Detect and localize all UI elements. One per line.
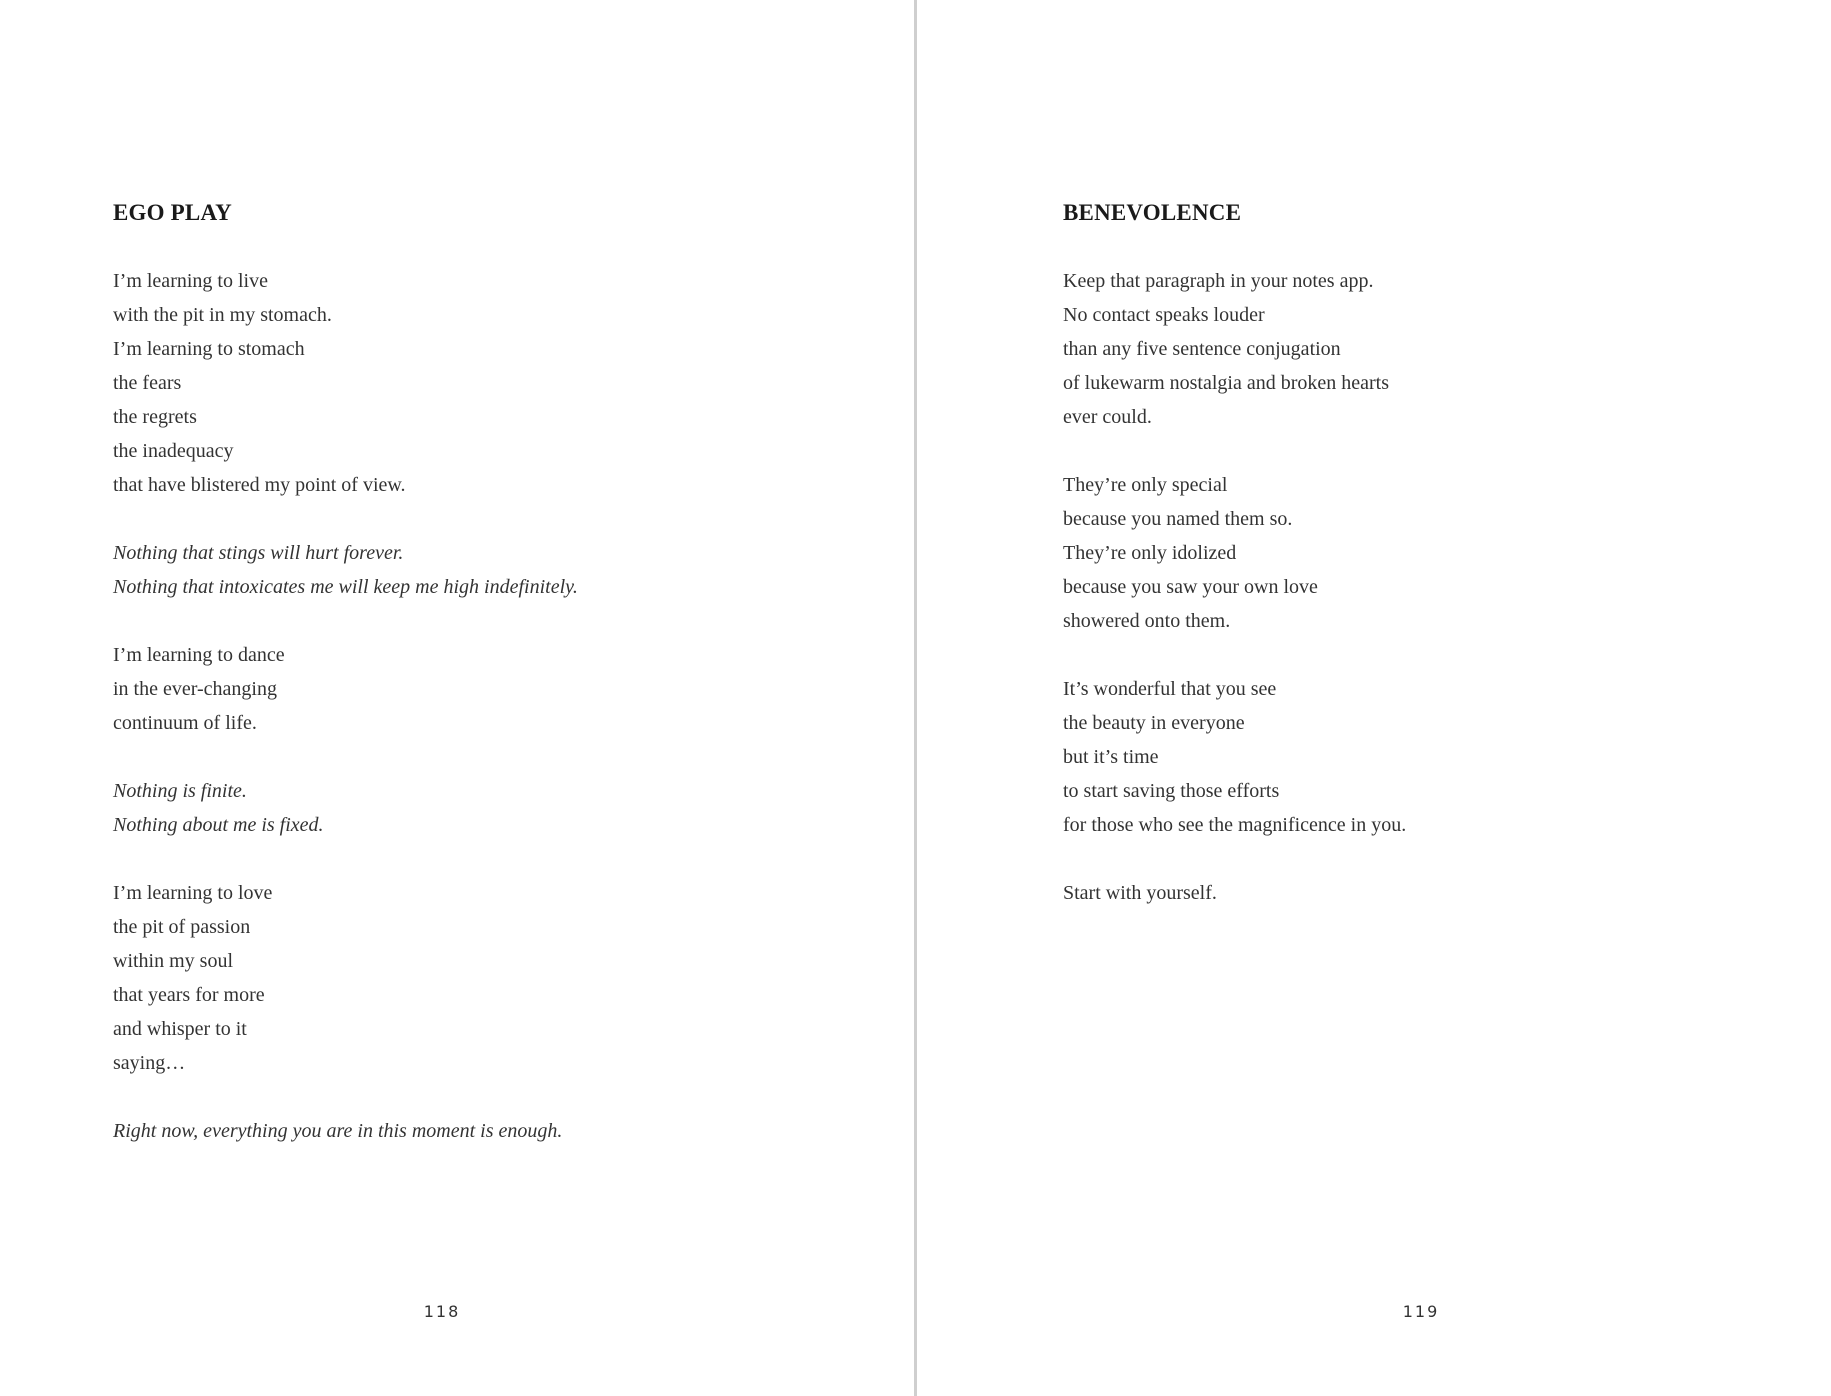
poem-line: because you saw your own love bbox=[1063, 576, 1318, 598]
poem-line: the regrets bbox=[113, 406, 197, 428]
poem-line: and whisper to it bbox=[113, 1018, 247, 1040]
stanza bbox=[113, 876, 578, 1080]
poem-title: EGO PLAY bbox=[113, 200, 232, 225]
poem-line: the pit of passion bbox=[113, 916, 251, 938]
poem-line: Keep that paragraph in your notes app. bbox=[1063, 270, 1374, 292]
poem-line: of lukewarm nostalgia and broken hearts bbox=[1063, 372, 1390, 394]
right-page bbox=[918, 0, 1831, 1396]
stanza-italic bbox=[113, 536, 578, 604]
stanza bbox=[1063, 876, 1406, 910]
page-number: 119 bbox=[1402, 1302, 1440, 1321]
poem-line: I’m learning to love bbox=[113, 882, 273, 904]
poem-line: saying… bbox=[113, 1052, 186, 1074]
page-number: 118 bbox=[423, 1302, 461, 1321]
poem-line: ever could. bbox=[1063, 406, 1152, 428]
poem-line: the beauty in everyone bbox=[1063, 712, 1245, 734]
poem-line: that have blistered my point of view. bbox=[113, 474, 406, 496]
stanza bbox=[1063, 264, 1406, 434]
poem-line: that years for more bbox=[113, 984, 265, 1006]
poem-line: to start saving those efforts bbox=[1063, 780, 1280, 802]
poem-ego-play bbox=[113, 196, 578, 1182]
poem-line: I’m learning to dance bbox=[113, 644, 285, 666]
poem-line: Nothing that intoxicates me will keep me high indefinitely. bbox=[113, 576, 578, 598]
poem-line: It’s wonderful that you see bbox=[1063, 678, 1277, 700]
poem-line: showered onto them. bbox=[1063, 610, 1231, 632]
poem-benevolence bbox=[1063, 196, 1406, 944]
stanza bbox=[1063, 468, 1406, 638]
poem-line: but it’s time bbox=[1063, 746, 1159, 768]
stanza bbox=[1063, 672, 1406, 842]
poem-line: within my soul bbox=[113, 950, 234, 972]
poem-line: I’m learning to stomach bbox=[113, 338, 305, 360]
stanza bbox=[113, 638, 578, 740]
poem-line: No contact speaks louder bbox=[1063, 304, 1265, 326]
poem-line: Right now, everything you are in this moment is enough. bbox=[113, 1120, 563, 1142]
stanza bbox=[113, 264, 578, 502]
poem-line: Start with yourself. bbox=[1063, 882, 1217, 904]
poem-line: the fears bbox=[113, 372, 182, 394]
poem-line: I’m learning to live bbox=[113, 270, 268, 292]
poem-line: because you named them so. bbox=[1063, 508, 1293, 530]
poem-line: Nothing about me is fixed. bbox=[113, 814, 324, 836]
poem-line: continuum of life. bbox=[113, 712, 257, 734]
poem-line: They’re only special bbox=[1063, 474, 1228, 496]
poem-title: BENEVOLENCE bbox=[1063, 200, 1242, 225]
stanza-italic bbox=[113, 1114, 578, 1148]
poem-line: Nothing that stings will hurt forever. bbox=[113, 542, 404, 564]
poem-line: in the ever-changing bbox=[113, 678, 277, 700]
poem-line: than any five sentence conjugation bbox=[1063, 338, 1341, 360]
poem-line: Nothing is finite. bbox=[113, 780, 247, 802]
poem-line: the inadequacy bbox=[113, 440, 234, 462]
page-gutter bbox=[914, 0, 917, 1396]
left-page bbox=[0, 0, 914, 1396]
poem-line: They’re only idolized bbox=[1063, 542, 1237, 564]
poem-line: for those who see the magnificence in you. bbox=[1063, 814, 1407, 836]
poem-line: with the pit in my stomach. bbox=[113, 304, 332, 326]
stanza-italic bbox=[113, 774, 578, 842]
